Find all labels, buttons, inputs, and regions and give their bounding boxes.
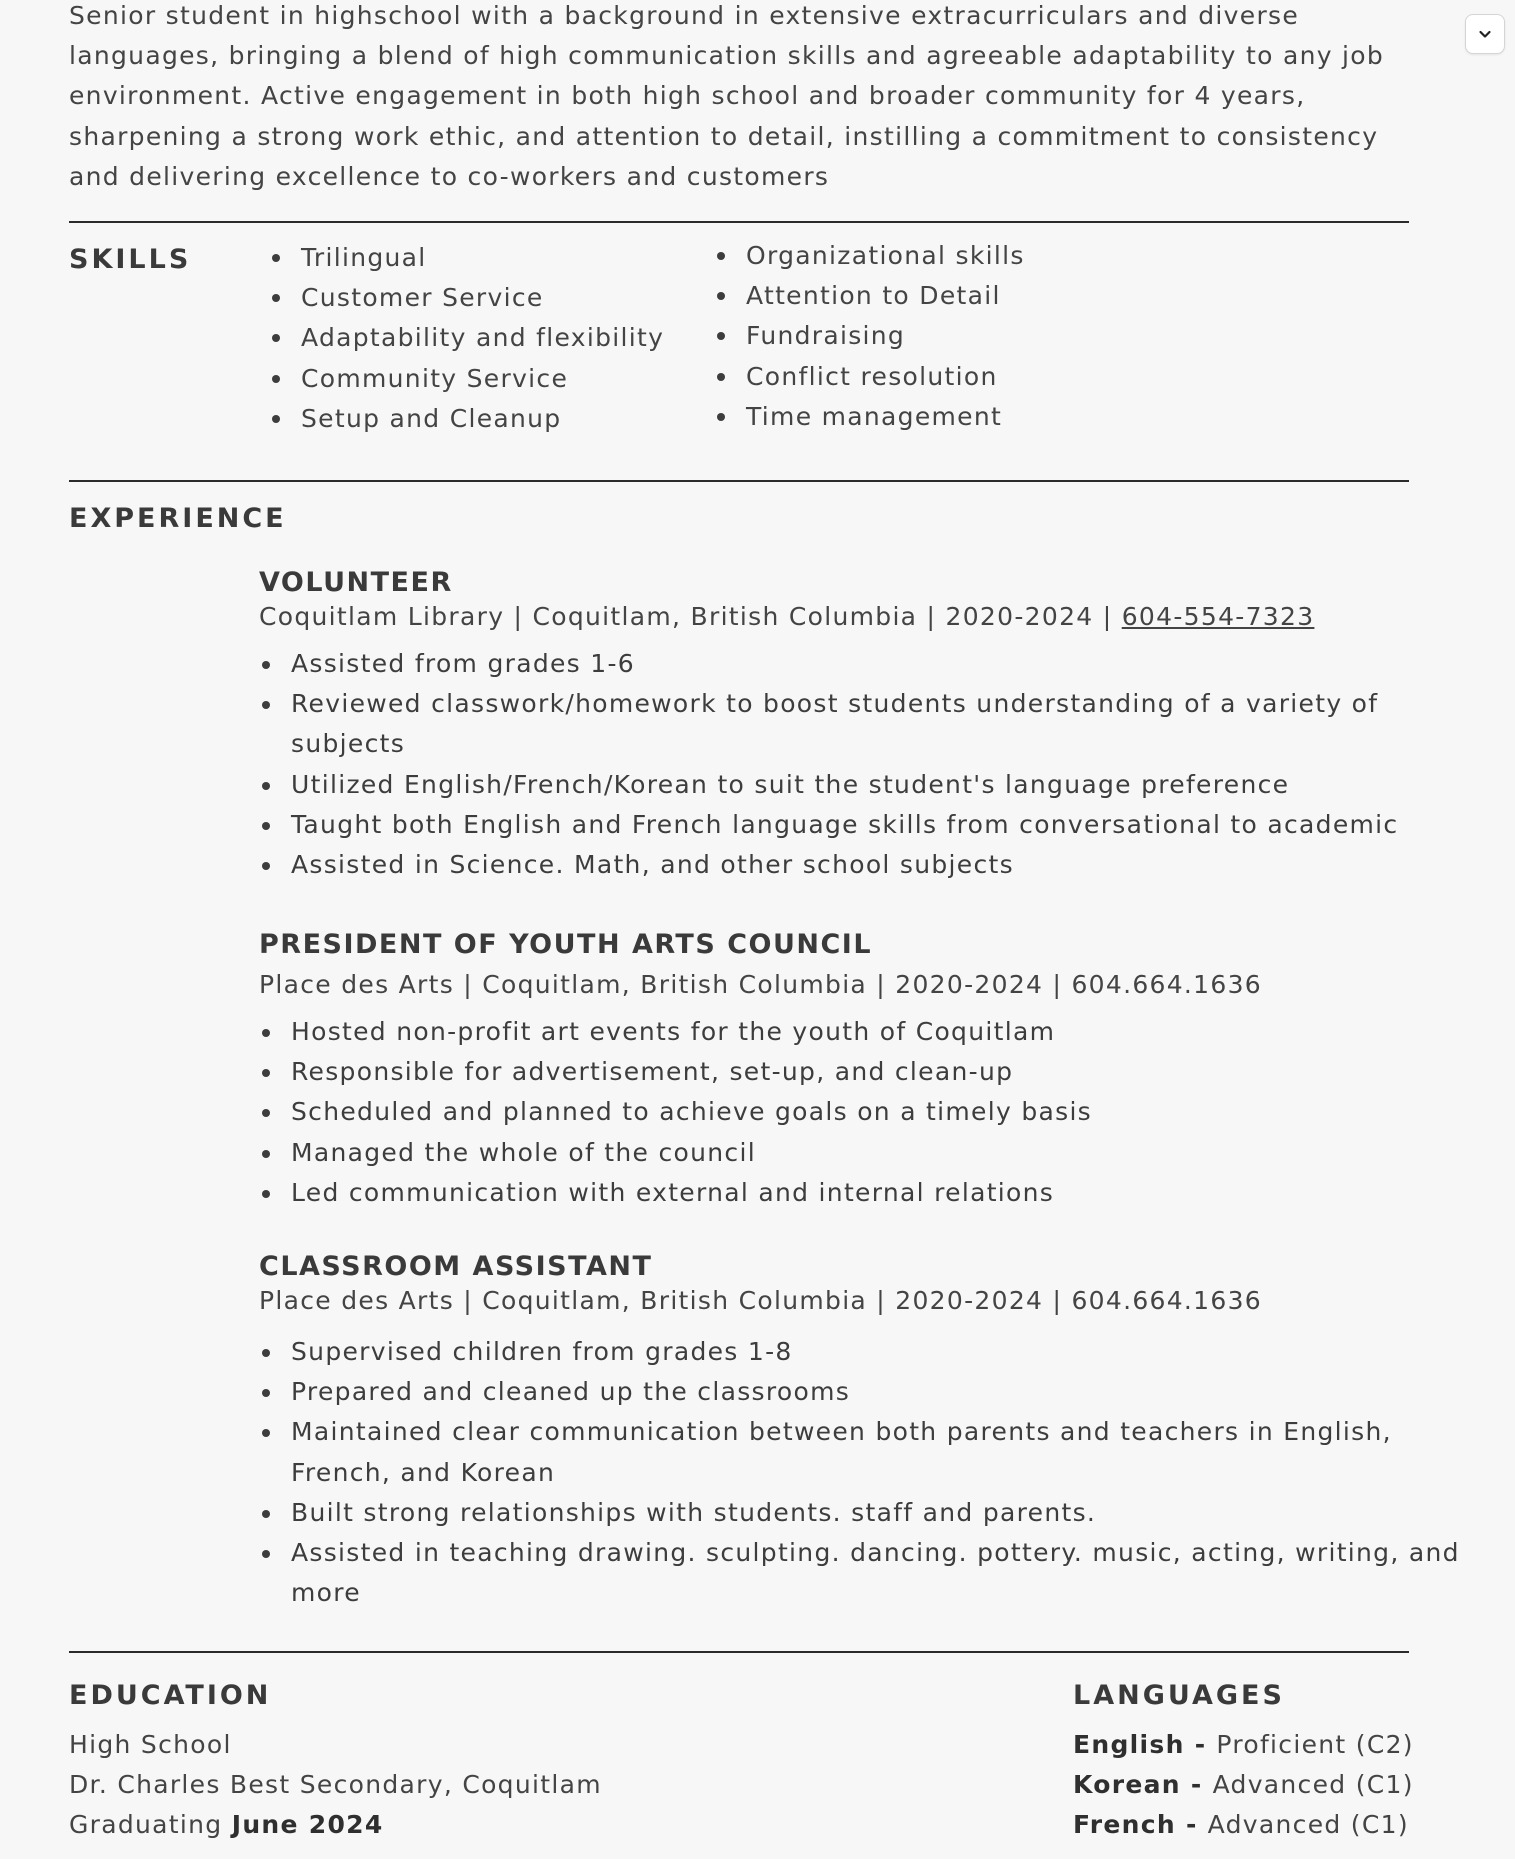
job-details: Place des Arts | Coquitlam, British Columbia | 2020-2024 | 604.664.1636 [259,970,1263,999]
job-title: PRESIDENT OF YOUTH ARTS COUNCIL [259,929,873,960]
chevron-down-icon [1477,26,1493,42]
job-bullet-list [259,1012,1499,1213]
job-details [259,600,1499,634]
job-bullet: Scheduled and planned to achieve goals on a timely basis [259,1092,1499,1132]
skill-item: Organizational skills [714,236,1025,276]
job-bullet: Supervised children from grades 1-8 [259,1332,1499,1372]
job-bullet: Prepared and cleaned up the classrooms [259,1372,1499,1412]
education-details [69,1725,602,1846]
job-bullet-list [259,1332,1499,1613]
job-bullet: Built strong relationships with students. staff and parents. [259,1493,1499,1533]
education-degree: High School [69,1730,232,1759]
language-level: Proficient (C2) [1216,1730,1414,1759]
education-graduation [69,1805,602,1845]
language-level: Advanced (C1) [1212,1770,1414,1800]
job-details: Place des Arts | Coquitlam, British Columbia | 2020-2024 | 604.664.1636 [259,1286,1263,1315]
education-heading: EDUCATION [69,1680,272,1711]
skill-item: Setup and Cleanup [269,399,664,439]
phone-link[interactable]: 604-554-7323 [1121,602,1315,631]
skill-item: Attention to Detail [714,276,1025,316]
job-title: CLASSROOM ASSISTANT [259,1251,653,1282]
experience-heading: EXPERIENCE [69,503,287,534]
job-bullet: Managed the whole of the council [259,1133,1499,1173]
language-level: Advanced (C1) [1207,1810,1409,1840]
language-item [1073,1765,1414,1805]
skill-item: Trilingual [269,238,664,278]
languages-heading: LANGUAGES [1073,1680,1285,1711]
languages-list [1073,1725,1414,1846]
skills-heading: SKILLS [69,244,192,275]
language-separator: - [1175,1810,1208,1840]
job-bullet-list [259,644,1499,885]
job-bullet: Assisted in Science. Math, and other school subjects [259,845,1499,885]
skill-item: Time management [714,397,1025,437]
job-bullet: Assisted from grades 1-6 [259,644,1499,684]
graduating-date: June 2024 [231,1810,384,1840]
skill-item: Adaptability and flexibility [269,318,664,358]
skills-list-column-1 [269,238,664,439]
job-bullet: Reviewed classwork/homework to boost students understanding of a variety of subjects [259,684,1499,764]
language-separator: - [1184,1730,1217,1759]
summary-text: Senior student in highschool with a background in extensive extracurriculars and diverse languages, bringing a blend of high communication skills and agreeable adaptability to any job environment. Active engagement in both high school and broader community for 4 years, sharpening a strong work ethic, and attention to detail, instilling a commitment to consistency and delivering excellence to co-workers and customers [69,1,1385,191]
education-school: Dr. Charles Best Secondary, Coquitlam [69,1770,602,1800]
job-entry [259,928,1499,1213]
language-name: French [1073,1810,1176,1840]
language-item [1073,1725,1414,1765]
job-details-text: Coquitlam Library | Coquitlam, British Columbia | 2020-2024 | [259,602,1122,631]
divider [69,1651,1409,1653]
language-name: Korean [1073,1770,1181,1800]
language-item [1073,1805,1414,1845]
job-bullet: Taught both English and French language skills from conversational to academic [259,805,1499,845]
job-bullet: Maintained clear communication between both parents and teachers in English, French, and Korean [259,1412,1499,1492]
job-bullet: Responsible for advertisement, set-up, and clean-up [259,1052,1499,1092]
language-name: English [1073,1730,1185,1759]
job-bullet: Led communication with external and internal relations [259,1173,1499,1213]
language-separator: - [1180,1770,1213,1800]
job-bullet: Assisted in teaching drawing. sculpting. dancing. pottery. music, acting, writing, and more [259,1533,1499,1613]
job-bullet: Hosted non-profit art events for the youth of Coquitlam [259,1012,1499,1052]
graduating-label: Graduating [69,1810,223,1840]
job-entry [259,566,1499,885]
divider [69,221,1409,223]
job-title: VOLUNTEER [259,567,453,598]
dropdown-button[interactable] [1465,14,1505,54]
skill-item: Community Service [269,359,664,399]
job-entry [259,1250,1499,1613]
skill-item: Conflict resolution [714,357,1025,397]
divider [69,480,1409,482]
job-bullet: Utilized English/French/Korean to suit the student's language preference [259,765,1499,805]
skills-list-column-2 [714,236,1025,437]
skill-item: Fundraising [714,316,1025,356]
skill-item: Customer Service [269,278,664,318]
